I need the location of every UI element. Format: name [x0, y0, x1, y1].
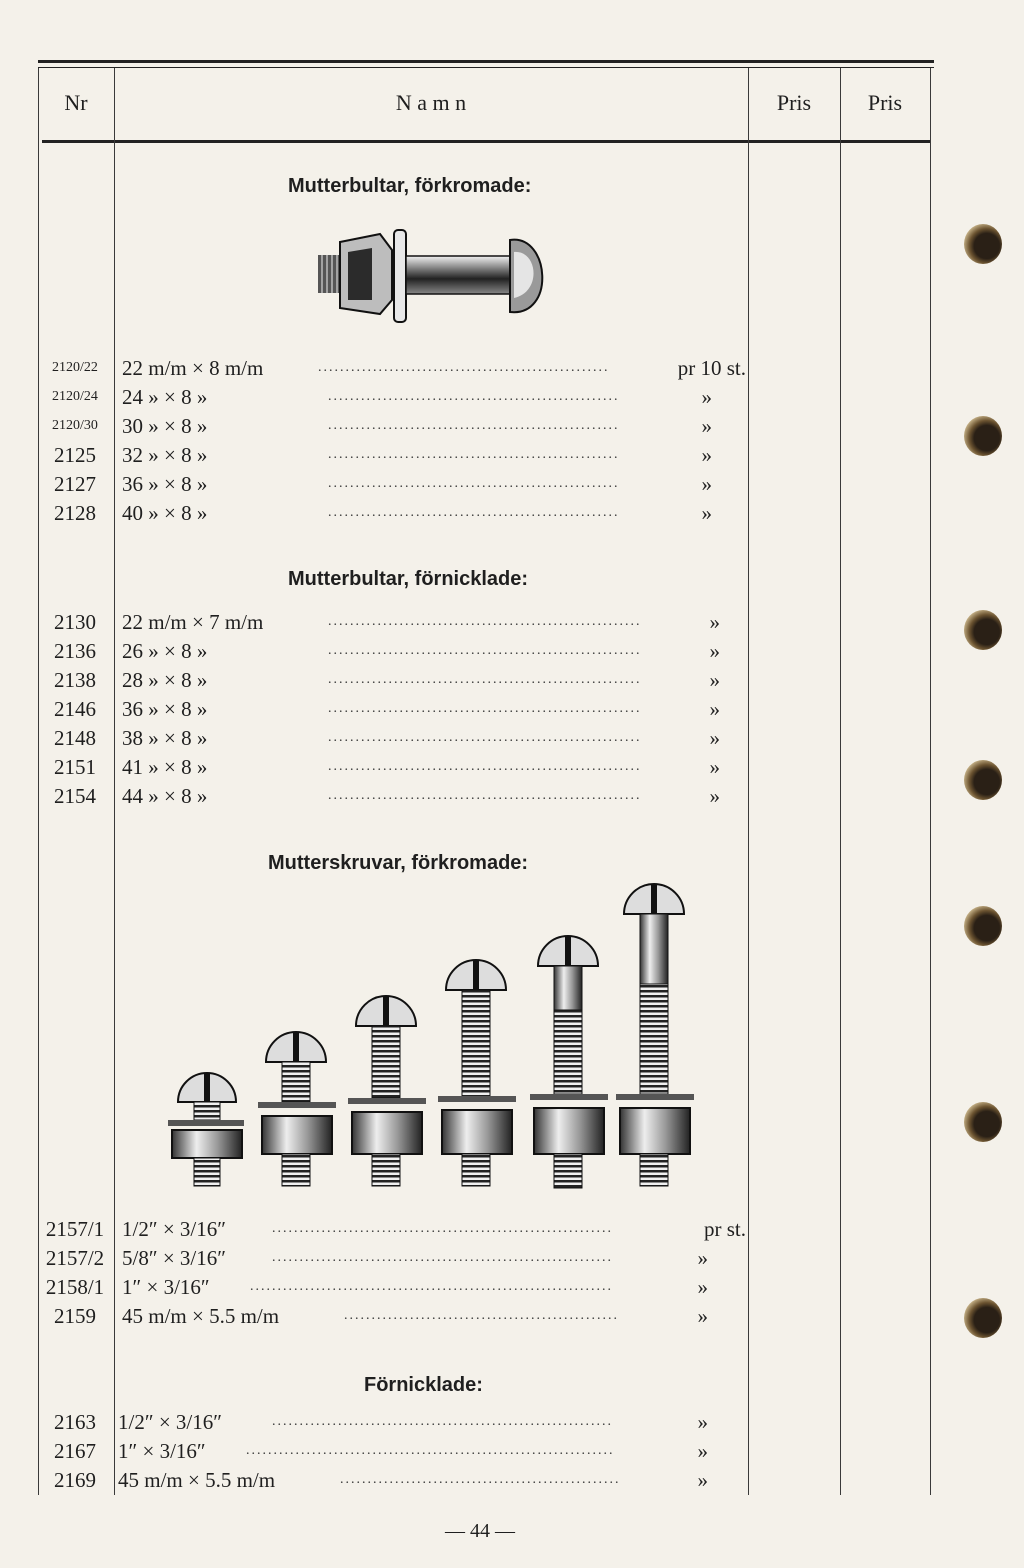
table-row — [0, 412, 760, 440]
header-pris-1: Pris — [776, 90, 812, 115]
leader-dots: ......................................................... — [328, 788, 642, 803]
item-unit: » — [697, 1439, 708, 1463]
item-unit: » — [709, 697, 720, 721]
item-unit: » — [701, 472, 712, 496]
table-row — [0, 666, 760, 694]
binder-hole-icon — [964, 416, 1002, 456]
item-unit: pr st. — [704, 1217, 746, 1241]
table-row — [0, 1437, 760, 1465]
item-unit: » — [709, 639, 720, 663]
binder-hole-icon — [964, 906, 1002, 946]
item-name: 38 » × 8 » — [122, 726, 208, 750]
item-unit: » — [701, 443, 712, 467]
item-name: 41 » × 8 » — [122, 755, 208, 779]
table-row — [0, 441, 760, 469]
leader-dots: ......................................................... — [328, 759, 642, 774]
table-row — [0, 1466, 760, 1494]
item-nr: 2138 — [54, 668, 96, 692]
item-name: 45 m/m × 5.5 m/m — [118, 1468, 276, 1492]
item-nr: 2120/24 — [52, 389, 98, 404]
top-rule — [38, 60, 934, 63]
item-name: 45 m/m × 5.5 m/m — [122, 1304, 280, 1328]
item-name: 1″ × 3/16″ — [118, 1439, 206, 1463]
item-unit: » — [701, 385, 712, 409]
table-row — [0, 1302, 760, 1330]
leader-dots: ..................................................... — [328, 505, 620, 520]
item-name: 40 » × 8 » — [122, 501, 208, 525]
item-unit: » — [697, 1304, 708, 1328]
leader-dots: ................................................................... — [246, 1443, 615, 1458]
item-unit: » — [697, 1275, 708, 1299]
item-unit: » — [709, 726, 720, 750]
item-unit: pr 10 st. — [677, 356, 746, 380]
leader-dots: .............................................................. — [272, 1414, 613, 1429]
header-rule — [42, 140, 930, 143]
table-row — [0, 470, 760, 498]
item-unit: » — [709, 784, 720, 808]
header-nr: Nr — [64, 90, 88, 115]
item-nr: 2128 — [54, 501, 96, 525]
table-row — [0, 383, 760, 411]
leader-dots: .............................................................. — [272, 1221, 613, 1236]
item-name: 44 » × 8 » — [122, 784, 208, 808]
item-nr: 2125 — [54, 443, 96, 467]
item-nr: 2154 — [54, 784, 96, 808]
item-unit: » — [697, 1410, 708, 1434]
table-row — [0, 753, 760, 781]
item-name: 26 » × 8 » — [122, 639, 208, 663]
item-nr: 2120/30 — [52, 418, 98, 433]
item-name: 24 » × 8 » — [122, 385, 208, 409]
item-nr: 2159 — [54, 1304, 96, 1328]
item-nr: 2157/1 — [45, 1217, 105, 1241]
binder-hole-icon — [964, 760, 1002, 800]
item-unit: » — [709, 755, 720, 779]
leader-dots: ..................................................... — [328, 418, 620, 433]
item-name: 22 m/m × 7 m/m — [122, 610, 264, 634]
table-row — [0, 637, 760, 665]
item-nr: 2163 — [54, 1410, 96, 1434]
item-unit: » — [701, 501, 712, 525]
item-name: 28 » × 8 » — [122, 668, 208, 692]
top-rule-thin — [38, 67, 934, 68]
leader-dots: ......................................................... — [328, 672, 642, 687]
leader-dots: ..................................................... — [318, 360, 610, 375]
item-name: 22 m/m × 8 m/m — [122, 356, 264, 380]
bolt-illustration — [310, 222, 560, 327]
header-pris-2: Pris — [867, 90, 903, 115]
binder-hole-icon — [964, 1298, 1002, 1338]
item-nr: 2167 — [54, 1439, 96, 1463]
column-line-right — [930, 68, 931, 1495]
section-title: Mutterbultar, förkromade: — [288, 175, 532, 197]
item-nr: 2146 — [54, 697, 96, 721]
leader-dots: ..................................................... — [328, 476, 620, 491]
item-name: 36 » × 8 » — [122, 472, 208, 496]
screws-illustration — [160, 880, 700, 1195]
item-nr: 2127 — [54, 472, 96, 496]
table-row — [0, 1408, 760, 1436]
table-row — [0, 724, 760, 752]
table-row — [0, 695, 760, 723]
table-row — [0, 782, 760, 810]
table-row — [0, 499, 760, 527]
header-namn: N a m n — [395, 90, 467, 115]
leader-dots: .................................................. — [344, 1308, 619, 1323]
item-nr: 2157/2 — [45, 1246, 105, 1270]
leader-dots: .............................................................. — [272, 1250, 613, 1265]
item-nr: 2158/1 — [45, 1275, 105, 1299]
page-number: — 44 — — [445, 1520, 515, 1542]
table-row — [0, 1244, 760, 1272]
item-nr: 2148 — [54, 726, 96, 750]
binder-hole-icon — [964, 1102, 1002, 1142]
table-row — [0, 1215, 760, 1243]
leader-dots: ..................................................... — [328, 447, 620, 462]
item-unit: » — [697, 1246, 708, 1270]
leader-dots: ..................................................... — [328, 389, 620, 404]
item-unit: » — [697, 1468, 708, 1492]
leader-dots: ......................................................... — [328, 730, 642, 745]
item-nr: 2151 — [54, 755, 96, 779]
section-title: Förnicklade: — [364, 1374, 483, 1396]
item-name: 1/2″ × 3/16″ — [118, 1410, 223, 1434]
item-nr: 2120/22 — [52, 360, 98, 375]
section-title: Mutterbultar, förnicklade: — [288, 568, 529, 590]
leader-dots: ......................................................... — [328, 701, 642, 716]
item-nr: 2169 — [54, 1468, 96, 1492]
column-line-pris — [840, 68, 841, 1495]
item-name: 32 » × 8 » — [122, 443, 208, 467]
leader-dots: ......................................................... — [328, 614, 642, 629]
binder-hole-icon — [964, 224, 1002, 264]
item-name: 30 » × 8 » — [122, 414, 208, 438]
item-name: 1″ × 3/16″ — [122, 1275, 210, 1299]
table-row — [0, 354, 760, 382]
item-nr: 2130 — [54, 610, 96, 634]
item-unit: » — [701, 414, 712, 438]
leader-dots: .................................................................. — [250, 1279, 613, 1294]
item-unit: » — [709, 668, 720, 692]
leader-dots: ......................................................... — [328, 643, 642, 658]
item-name: 1/2″ × 3/16″ — [122, 1217, 227, 1241]
leader-dots: ................................................... — [340, 1472, 621, 1487]
table-row — [0, 608, 760, 636]
item-nr: 2136 — [54, 639, 96, 663]
item-unit: » — [709, 610, 720, 634]
item-name: 36 » × 8 » — [122, 697, 208, 721]
section-title: Mutterskruvar, förkromade: — [268, 852, 529, 874]
table-row — [0, 1273, 760, 1301]
binder-hole-icon — [964, 610, 1002, 650]
item-name: 5/8″ × 3/16″ — [122, 1246, 227, 1270]
